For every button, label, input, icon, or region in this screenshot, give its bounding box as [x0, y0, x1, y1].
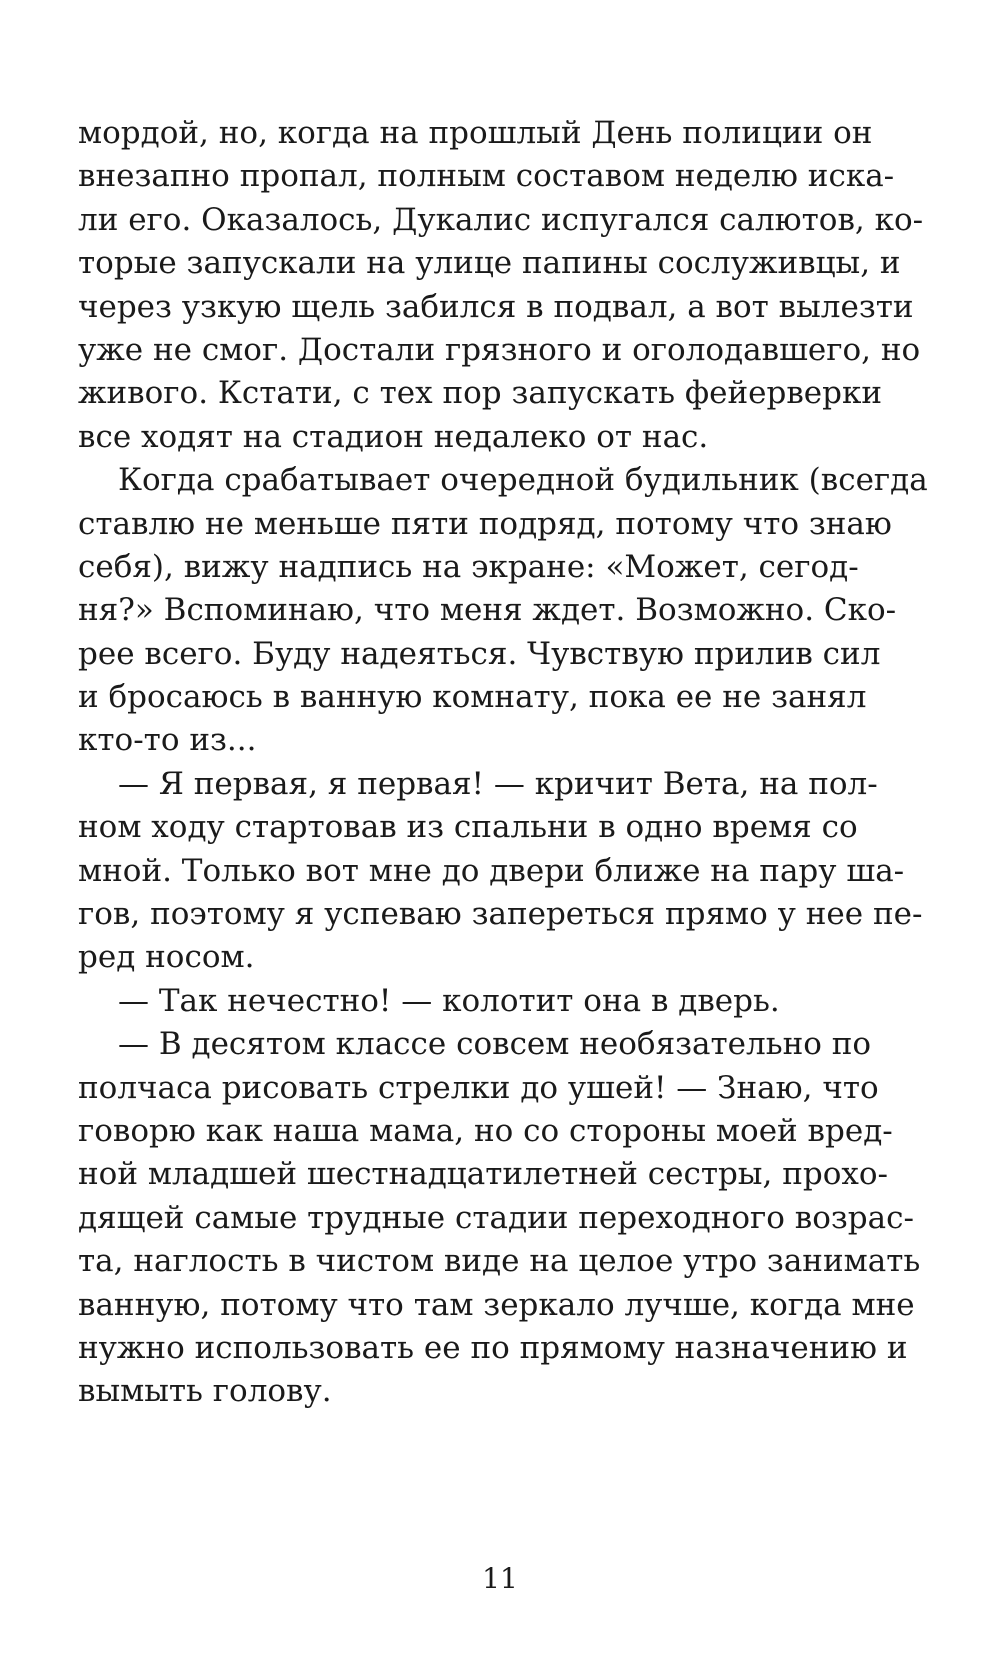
text-line: мордой, но, когда на прошлый День полиции он — [78, 115, 873, 151]
text-line: мной. Только вот мне до двери ближе на пару ша- — [78, 852, 905, 889]
body-text — [78, 112, 928, 1414]
text-line: Когда срабатывает очередной будильник (всегда — [118, 462, 928, 499]
text-line: через узкую щель забился в подвал, а вот вылезти — [78, 288, 914, 325]
text-line: рее всего. Буду надеяться. Чувствую прилив сил — [78, 635, 881, 672]
text-line: гов, поэтому я успеваю запереться прямо у нее пе- — [78, 896, 923, 933]
text-line: ставлю не меньше пяти подряд, потому что знаю — [78, 505, 892, 542]
text-line: полчаса рисовать стрелки до ушей! — Знаю, что — [78, 1069, 879, 1106]
text-line: торые запускали на улице папины сослуживцы, и — [78, 245, 901, 282]
text-line: ня?» Вспоминаю, что меня ждет. Возможно. Ско- — [78, 592, 897, 629]
page-number: 11 — [482, 1562, 518, 1595]
text-line: ной младшей шестнадцатилетней сестры, прохо- — [78, 1156, 888, 1193]
text-line: ванную, потому что там зеркало лучше, когда мне — [78, 1286, 915, 1323]
text-line: вымыть голову. — [78, 1373, 332, 1410]
text-line: ред носом. — [78, 939, 255, 976]
text-line: — В десятом классе совсем необязательно по — [118, 1026, 872, 1063]
text-line: — Я первая, я первая! — кричит Вета, на пол- — [118, 765, 878, 802]
text-line: ли его. Оказалось, Дукалис испугался салютов, ко- — [78, 201, 924, 238]
text-line: кто-то из... — [78, 722, 257, 759]
text-line: живого. Кстати, с тех пор запускать фейерверки — [78, 375, 883, 412]
text-line: ном ходу стартовав из спальни в одно время со — [78, 809, 858, 846]
text-line: и бросаюсь в ванную комнату, пока ее не занял — [78, 679, 867, 716]
text-line: внезапно пропал, полным составом неделю иска- — [78, 158, 895, 195]
text-line: дящей самые трудные стадии переходного возрас- — [78, 1199, 914, 1236]
text-line: все ходят на стадион недалеко от нас. — [78, 418, 709, 455]
text-line: — Так нечестно! — колотит она в дверь. — [118, 982, 780, 1019]
text-line: нужно использовать ее по прямому назначению и — [78, 1329, 908, 1366]
text-line: уже не смог. Достали грязного и оголодавшего, но — [78, 331, 921, 368]
text-line: себя), вижу надпись на экране: «Может, сегод- — [78, 548, 859, 585]
text-line: та, наглость в чистом виде на целое утро занимать — [78, 1243, 921, 1280]
text-line: говорю как наша мама, но со стороны моей вред- — [78, 1112, 893, 1149]
